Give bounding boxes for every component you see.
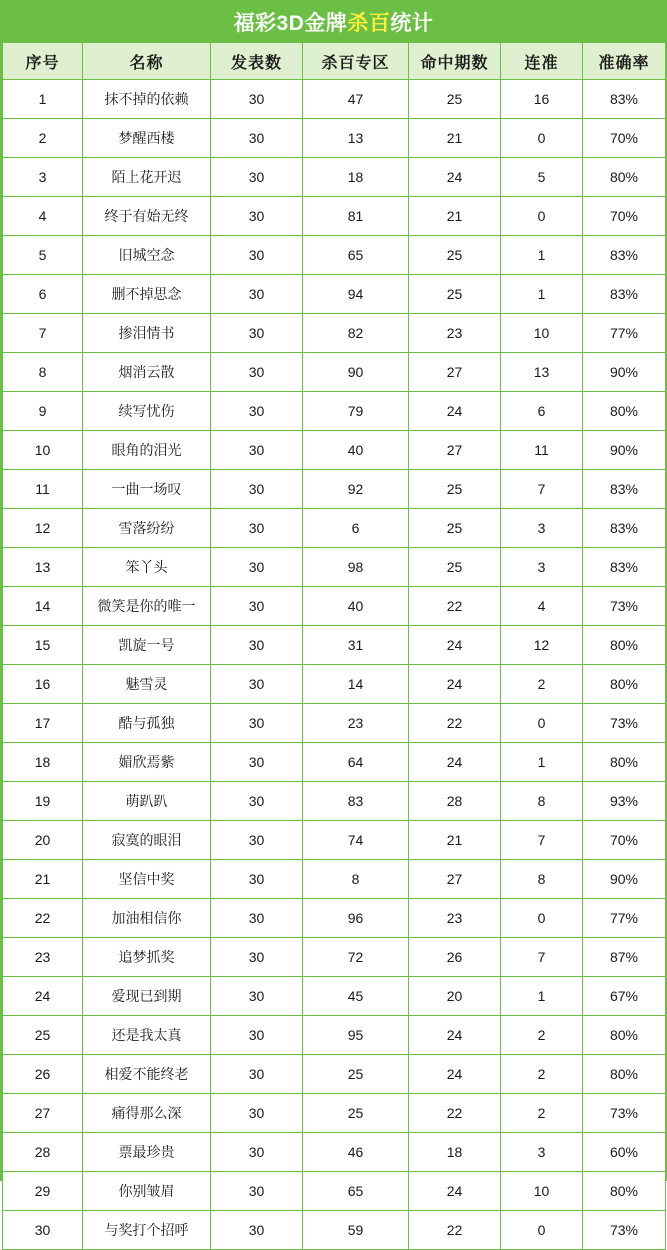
cell-published: 30: [211, 392, 303, 431]
cell-index: 6: [3, 275, 83, 314]
cell-accuracy: 90%: [583, 431, 666, 470]
cell-streak: 3: [501, 1133, 583, 1172]
cell-published: 30: [211, 665, 303, 704]
cell-index: 24: [3, 977, 83, 1016]
cell-name: 烟消云散: [83, 353, 211, 392]
cell-zone: 14: [303, 665, 409, 704]
cell-zone: 46: [303, 1133, 409, 1172]
cell-streak: 0: [501, 899, 583, 938]
cell-published: 30: [211, 1211, 303, 1250]
cell-name: 追梦抓奖: [83, 938, 211, 977]
cell-published: 30: [211, 1172, 303, 1211]
cell-zone: 96: [303, 899, 409, 938]
column-header-hits: 命中期数: [409, 43, 501, 80]
cell-streak: 1: [501, 236, 583, 275]
cell-streak: 1: [501, 275, 583, 314]
table-row: [3, 860, 666, 899]
table-row: [3, 236, 666, 275]
cell-streak: 0: [501, 1211, 583, 1250]
cell-index: 28: [3, 1133, 83, 1172]
table-row: [3, 1211, 666, 1250]
cell-accuracy: 73%: [583, 587, 666, 626]
cell-index: 10: [3, 431, 83, 470]
cell-name: 与奖打个招呼: [83, 1211, 211, 1250]
statistics-table: [2, 42, 666, 1250]
cell-hits: 21: [409, 119, 501, 158]
cell-published: 30: [211, 1016, 303, 1055]
column-header-name: 名称: [83, 43, 211, 80]
cell-index: 17: [3, 704, 83, 743]
table-row: [3, 314, 666, 353]
cell-zone: 81: [303, 197, 409, 236]
cell-published: 30: [211, 899, 303, 938]
cell-name: 相爱不能终老: [83, 1055, 211, 1094]
cell-index: 22: [3, 899, 83, 938]
cell-streak: 1: [501, 743, 583, 782]
cell-hits: 27: [409, 431, 501, 470]
cell-accuracy: 73%: [583, 1094, 666, 1133]
cell-zone: 18: [303, 158, 409, 197]
cell-published: 30: [211, 470, 303, 509]
cell-accuracy: 90%: [583, 353, 666, 392]
cell-zone: 8: [303, 860, 409, 899]
cell-streak: 16: [501, 80, 583, 119]
cell-accuracy: 83%: [583, 470, 666, 509]
cell-accuracy: 70%: [583, 119, 666, 158]
cell-published: 30: [211, 587, 303, 626]
cell-accuracy: 80%: [583, 1172, 666, 1211]
cell-published: 30: [211, 704, 303, 743]
table-row: [3, 1055, 666, 1094]
cell-accuracy: 87%: [583, 938, 666, 977]
cell-streak: 7: [501, 470, 583, 509]
cell-accuracy: 93%: [583, 782, 666, 821]
cell-zone: 83: [303, 782, 409, 821]
cell-index: 1: [3, 80, 83, 119]
cell-streak: 3: [501, 509, 583, 548]
cell-published: 30: [211, 119, 303, 158]
table-row: [3, 899, 666, 938]
cell-zone: 95: [303, 1016, 409, 1055]
cell-index: 18: [3, 743, 83, 782]
cell-published: 30: [211, 938, 303, 977]
cell-name: 终于有始无终: [83, 197, 211, 236]
cell-name: 眼角的泪光: [83, 431, 211, 470]
cell-streak: 0: [501, 119, 583, 158]
cell-name: 萌趴趴: [83, 782, 211, 821]
cell-published: 30: [211, 353, 303, 392]
cell-name: 你别皱眉: [83, 1172, 211, 1211]
table-row: [3, 1172, 666, 1211]
cell-zone: 98: [303, 548, 409, 587]
cell-hits: 25: [409, 236, 501, 275]
table-row: [3, 1016, 666, 1055]
cell-published: 30: [211, 275, 303, 314]
cell-published: 30: [211, 80, 303, 119]
cell-name: 陌上花开迟: [83, 158, 211, 197]
cell-index: 14: [3, 587, 83, 626]
cell-accuracy: 83%: [583, 80, 666, 119]
table-row: [3, 977, 666, 1016]
cell-index: 8: [3, 353, 83, 392]
cell-index: 29: [3, 1172, 83, 1211]
cell-index: 26: [3, 1055, 83, 1094]
cell-name: 加油相信你: [83, 899, 211, 938]
cell-name: 痛得那么深: [83, 1094, 211, 1133]
cell-hits: 22: [409, 587, 501, 626]
cell-index: 16: [3, 665, 83, 704]
cell-accuracy: 77%: [583, 314, 666, 353]
cell-hits: 24: [409, 743, 501, 782]
cell-name: 续写忧伤: [83, 392, 211, 431]
cell-hits: 25: [409, 470, 501, 509]
table-row: [3, 587, 666, 626]
cell-streak: 2: [501, 1055, 583, 1094]
column-header-published: 发表数: [211, 43, 303, 80]
cell-index: 2: [3, 119, 83, 158]
cell-streak: 8: [501, 782, 583, 821]
cell-published: 30: [211, 197, 303, 236]
cell-hits: 25: [409, 548, 501, 587]
cell-index: 25: [3, 1016, 83, 1055]
table-header: [3, 43, 666, 80]
cell-name: 坚信中奖: [83, 860, 211, 899]
cell-zone: 65: [303, 1172, 409, 1211]
cell-hits: 20: [409, 977, 501, 1016]
cell-zone: 47: [303, 80, 409, 119]
cell-zone: 79: [303, 392, 409, 431]
cell-name: 魅雪灵: [83, 665, 211, 704]
cell-hits: 24: [409, 158, 501, 197]
cell-published: 30: [211, 158, 303, 197]
cell-hits: 18: [409, 1133, 501, 1172]
cell-index: 20: [3, 821, 83, 860]
cell-name: 酷与孤独: [83, 704, 211, 743]
cell-accuracy: 80%: [583, 1055, 666, 1094]
table-row: [3, 197, 666, 236]
cell-hits: 25: [409, 80, 501, 119]
table-row: [3, 665, 666, 704]
cell-streak: 5: [501, 158, 583, 197]
cell-hits: 24: [409, 665, 501, 704]
cell-accuracy: 73%: [583, 704, 666, 743]
cell-name: 媚欣焉紫: [83, 743, 211, 782]
cell-published: 30: [211, 782, 303, 821]
cell-published: 30: [211, 548, 303, 587]
cell-published: 30: [211, 509, 303, 548]
cell-zone: 90: [303, 353, 409, 392]
cell-accuracy: 70%: [583, 197, 666, 236]
cell-streak: 6: [501, 392, 583, 431]
cell-name: 掺泪情书: [83, 314, 211, 353]
cell-name: 抹不掉的依赖: [83, 80, 211, 119]
cell-hits: 28: [409, 782, 501, 821]
title-main: 福彩3D金牌: [233, 12, 348, 35]
cell-streak: 10: [501, 1172, 583, 1211]
table-row: [3, 1094, 666, 1133]
cell-streak: 8: [501, 860, 583, 899]
cell-accuracy: 83%: [583, 236, 666, 275]
cell-published: 30: [211, 236, 303, 275]
cell-hits: 24: [409, 1055, 501, 1094]
cell-name: 一曲一场叹: [83, 470, 211, 509]
cell-accuracy: 80%: [583, 626, 666, 665]
cell-streak: 2: [501, 1016, 583, 1055]
cell-accuracy: 83%: [583, 275, 666, 314]
table-row: [3, 119, 666, 158]
cell-streak: 1: [501, 977, 583, 1016]
cell-index: 9: [3, 392, 83, 431]
cell-zone: 6: [303, 509, 409, 548]
cell-index: 30: [3, 1211, 83, 1250]
cell-streak: 11: [501, 431, 583, 470]
cell-accuracy: 80%: [583, 743, 666, 782]
title-accent: 杀百: [347, 12, 391, 35]
cell-name: 票最珍贵: [83, 1133, 211, 1172]
cell-name: 爱现已到期: [83, 977, 211, 1016]
cell-streak: 3: [501, 548, 583, 587]
cell-name: 梦醒西楼: [83, 119, 211, 158]
cell-zone: 45: [303, 977, 409, 1016]
table-header-row: [3, 43, 666, 80]
cell-zone: 59: [303, 1211, 409, 1250]
cell-published: 30: [211, 1094, 303, 1133]
cell-name: 旧城空念: [83, 236, 211, 275]
cell-published: 30: [211, 1133, 303, 1172]
cell-index: 15: [3, 626, 83, 665]
cell-zone: 92: [303, 470, 409, 509]
cell-index: 4: [3, 197, 83, 236]
cell-hits: 22: [409, 704, 501, 743]
cell-streak: 7: [501, 821, 583, 860]
table-row: [3, 158, 666, 197]
cell-index: 3: [3, 158, 83, 197]
table-body: [3, 80, 666, 1250]
cell-zone: 23: [303, 704, 409, 743]
table-row: [3, 626, 666, 665]
cell-hits: 21: [409, 821, 501, 860]
cell-zone: 25: [303, 1094, 409, 1133]
cell-hits: 22: [409, 1211, 501, 1250]
cell-published: 30: [211, 314, 303, 353]
cell-index: 21: [3, 860, 83, 899]
cell-zone: 82: [303, 314, 409, 353]
cell-accuracy: 60%: [583, 1133, 666, 1172]
cell-published: 30: [211, 431, 303, 470]
cell-accuracy: 80%: [583, 392, 666, 431]
table-row: [3, 1133, 666, 1172]
table-row: [3, 782, 666, 821]
cell-streak: 12: [501, 626, 583, 665]
cell-accuracy: 83%: [583, 548, 666, 587]
table-row: [3, 548, 666, 587]
table-row: [3, 704, 666, 743]
cell-streak: 10: [501, 314, 583, 353]
cell-streak: 0: [501, 197, 583, 236]
cell-zone: 74: [303, 821, 409, 860]
table-row: [3, 353, 666, 392]
title-tail: 统计: [390, 12, 434, 35]
table-row: [3, 392, 666, 431]
table-row: [3, 470, 666, 509]
cell-published: 30: [211, 977, 303, 1016]
cell-hits: 24: [409, 626, 501, 665]
cell-streak: 2: [501, 1094, 583, 1133]
cell-published: 30: [211, 821, 303, 860]
table-row: [3, 938, 666, 977]
cell-accuracy: 77%: [583, 899, 666, 938]
cell-streak: 7: [501, 938, 583, 977]
cell-accuracy: 80%: [583, 1016, 666, 1055]
cell-name: 微笑是你的唯一: [83, 587, 211, 626]
column-header-index: 序号: [3, 43, 83, 80]
cell-zone: 25: [303, 1055, 409, 1094]
cell-hits: 23: [409, 314, 501, 353]
cell-hits: 25: [409, 509, 501, 548]
cell-zone: 64: [303, 743, 409, 782]
cell-streak: 4: [501, 587, 583, 626]
cell-accuracy: 83%: [583, 509, 666, 548]
cell-streak: 0: [501, 704, 583, 743]
cell-zone: 40: [303, 431, 409, 470]
cell-zone: 65: [303, 236, 409, 275]
cell-index: 7: [3, 314, 83, 353]
column-header-accuracy: 准确率: [583, 43, 666, 80]
column-header-streak: 连准: [501, 43, 583, 80]
table-row: [3, 80, 666, 119]
cell-index: 12: [3, 509, 83, 548]
cell-hits: 23: [409, 899, 501, 938]
page-title: [2, 2, 665, 42]
cell-index: 5: [3, 236, 83, 275]
cell-name: 笨丫头: [83, 548, 211, 587]
cell-zone: 31: [303, 626, 409, 665]
cell-hits: 26: [409, 938, 501, 977]
cell-hits: 21: [409, 197, 501, 236]
cell-hits: 25: [409, 275, 501, 314]
cell-index: 13: [3, 548, 83, 587]
cell-published: 30: [211, 860, 303, 899]
cell-hits: 24: [409, 1172, 501, 1211]
table-row: [3, 275, 666, 314]
cell-zone: 13: [303, 119, 409, 158]
table-row: [3, 509, 666, 548]
cell-name: 寂寞的眼泪: [83, 821, 211, 860]
cell-streak: 13: [501, 353, 583, 392]
cell-hits: 24: [409, 392, 501, 431]
table-row: [3, 431, 666, 470]
cell-name: 凯旋一号: [83, 626, 211, 665]
cell-accuracy: 80%: [583, 158, 666, 197]
cell-name: 删不掉思念: [83, 275, 211, 314]
cell-streak: 2: [501, 665, 583, 704]
cell-accuracy: 67%: [583, 977, 666, 1016]
cell-hits: 27: [409, 860, 501, 899]
cell-zone: 72: [303, 938, 409, 977]
cell-name: 还是我太真: [83, 1016, 211, 1055]
cell-index: 27: [3, 1094, 83, 1133]
cell-accuracy: 70%: [583, 821, 666, 860]
column-header-zone: 杀百专区: [303, 43, 409, 80]
cell-hits: 22: [409, 1094, 501, 1133]
cell-index: 23: [3, 938, 83, 977]
cell-hits: 24: [409, 1016, 501, 1055]
cell-index: 19: [3, 782, 83, 821]
cell-name: 雪落纷纷: [83, 509, 211, 548]
cell-accuracy: 90%: [583, 860, 666, 899]
cell-hits: 27: [409, 353, 501, 392]
cell-published: 30: [211, 743, 303, 782]
cell-index: 11: [3, 470, 83, 509]
cell-zone: 40: [303, 587, 409, 626]
table-row: [3, 821, 666, 860]
cell-accuracy: 80%: [583, 665, 666, 704]
cell-zone: 94: [303, 275, 409, 314]
cell-published: 30: [211, 1055, 303, 1094]
cell-accuracy: 73%: [583, 1211, 666, 1250]
table-row: [3, 743, 666, 782]
cell-published: 30: [211, 626, 303, 665]
